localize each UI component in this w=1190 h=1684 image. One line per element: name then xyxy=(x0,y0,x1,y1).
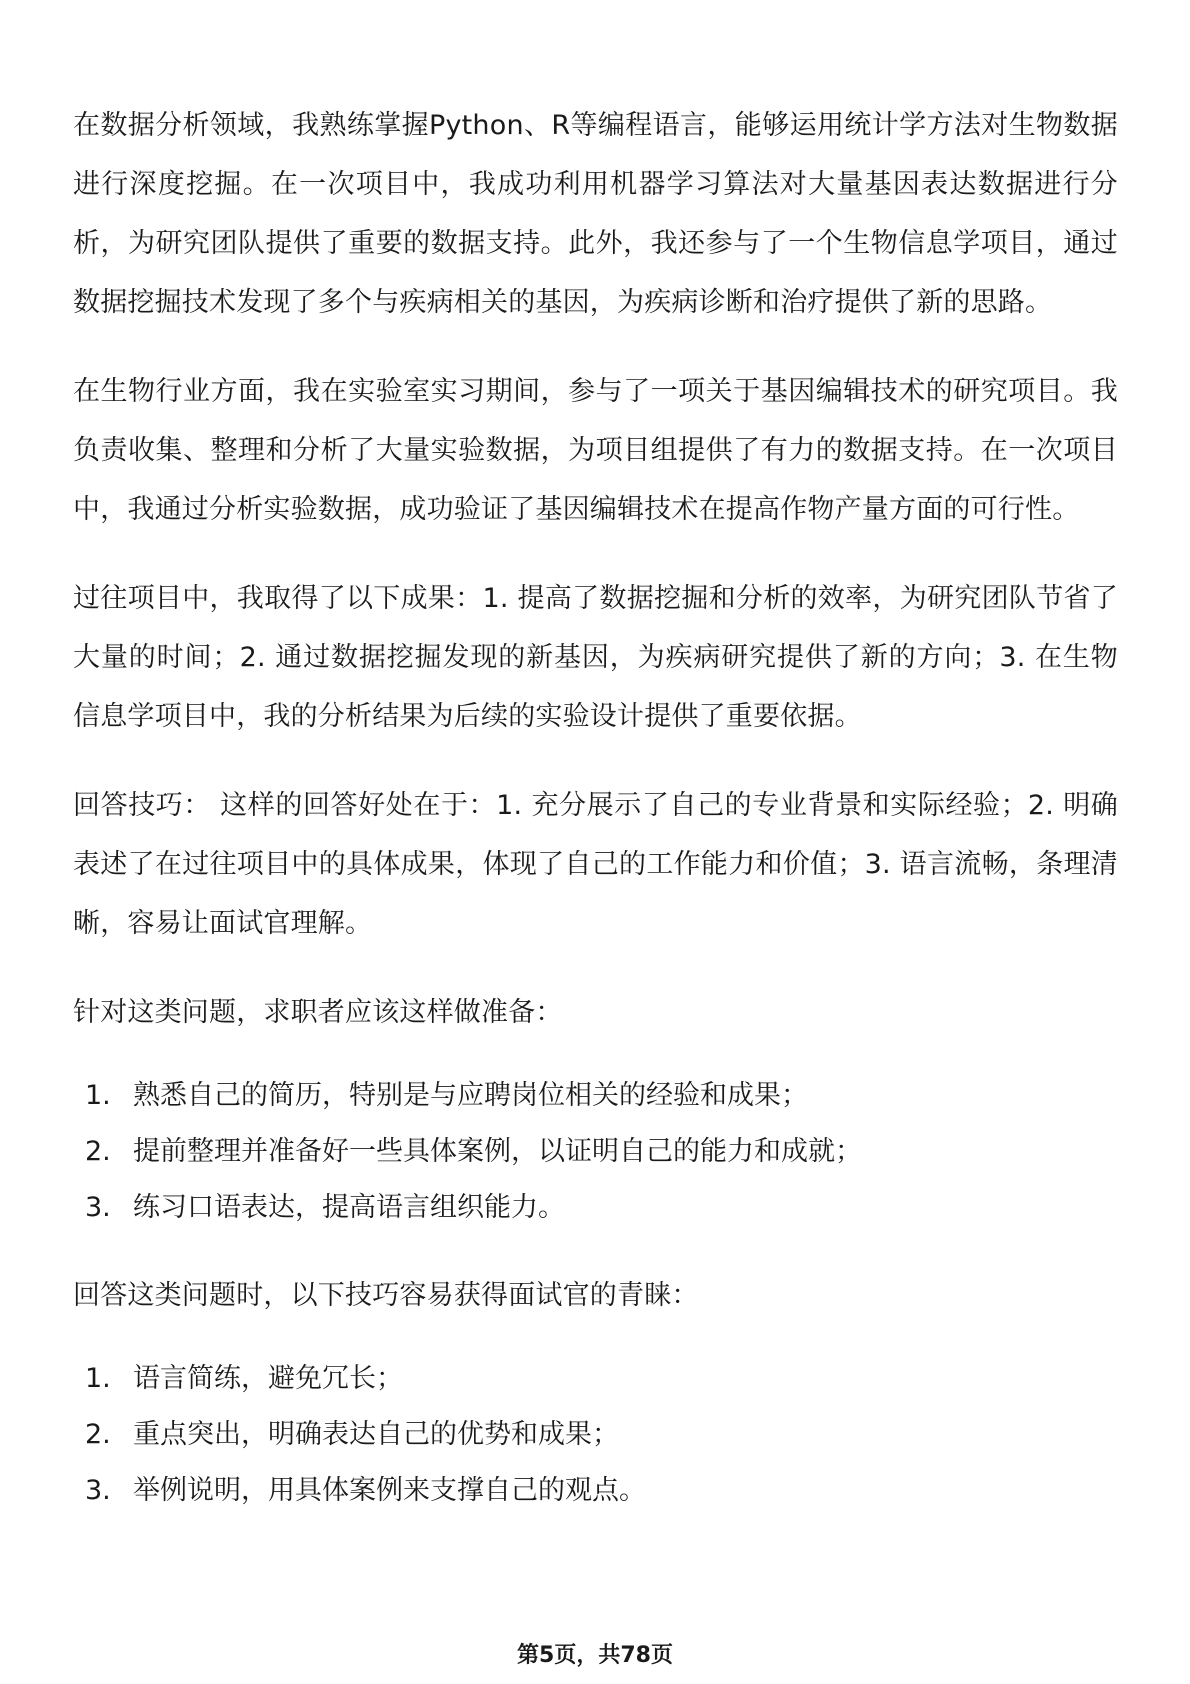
list-item-text: 练习口语表达，提高语言组织能力。 xyxy=(133,1192,565,1223)
paragraph-biology-industry: 在生物行业方面，我在实验室实习期间，参与了一项关于基因编辑技术的研究项目。我负责收集、整理和分析了大量实验数据，为项目组提供了有力的数据支持。在一次项目中，我通过分析实验数据，成功验证了基因编辑技术在提高作物产量方面的可行性。 xyxy=(73,376,1118,525)
list-item xyxy=(73,1351,1118,1407)
paragraph-answer-tips: 回答技巧： 这样的回答好处在于：1. 充分展示了自己的专业背景和实际经验；2. 明确表述了在过往项目中的具体成果，体现了自己的工作能力和价值；3. 语言流畅，条理清晰，容易让面试官理解。 xyxy=(73,790,1118,939)
paragraph-tips-intro: 回答这类问题时，以下技巧容易获得面试官的青睐： xyxy=(73,1280,699,1311)
list-item xyxy=(73,1463,1118,1519)
list-item-number: 3. xyxy=(85,1192,111,1223)
prep-list xyxy=(73,1068,1118,1236)
paragraph-data-analysis: 在数据分析领域，我熟练掌握Python、R等编程语言，能够运用统计学方法对生物数据进行深度挖掘。在一次项目中，我成功利用机器学习算法对大量基因表达数据进行分析，为研究团队提供了重要的数据支持。此外，我还参与了一个生物信息学项目，通过数据挖掘技术发现了多个与疾病相关的基因，为疾病诊断和治疗提供了新的思路。 xyxy=(73,110,1118,318)
list-item-text: 熟悉自己的简历，特别是与应聘岗位相关的经验和成果； xyxy=(133,1080,808,1111)
list-item-text: 举例说明，用具体案例来支撑自己的观点。 xyxy=(133,1475,646,1506)
list-item-number: 2. xyxy=(85,1419,111,1450)
page-number-footer: 第5页，共78页 xyxy=(517,1643,673,1668)
list-item-text: 提前整理并准备好一些具体案例，以证明自己的能力和成就； xyxy=(133,1136,862,1167)
paragraph-past-achievements: 过往项目中，我取得了以下成果：1. 提高了数据挖掘和分析的效率，为研究团队节省了大量的时间；2. 通过数据挖掘发现的新基因，为疾病研究提供了新的方向；3. 在生物信息学项目中，我的分析结果为后续的实验设计提供了重要依据。 xyxy=(73,583,1118,732)
paragraph-prep-intro: 针对这类问题，求职者应该这样做准备： xyxy=(73,997,563,1028)
list-item-number: 1. xyxy=(85,1363,111,1394)
page-content xyxy=(73,96,1118,1549)
list-item xyxy=(73,1068,1118,1124)
list-item xyxy=(73,1124,1118,1180)
tips-list xyxy=(73,1351,1118,1519)
list-item-number: 2. xyxy=(85,1136,111,1167)
list-item-number: 1. xyxy=(85,1080,111,1111)
list-item-number: 3. xyxy=(85,1475,111,1506)
list-item xyxy=(73,1180,1118,1236)
list-item-text: 语言简练，避免冗长； xyxy=(133,1363,403,1394)
list-item-text: 重点突出，明确表达自己的优势和成果； xyxy=(133,1419,619,1450)
list-item xyxy=(73,1407,1118,1463)
